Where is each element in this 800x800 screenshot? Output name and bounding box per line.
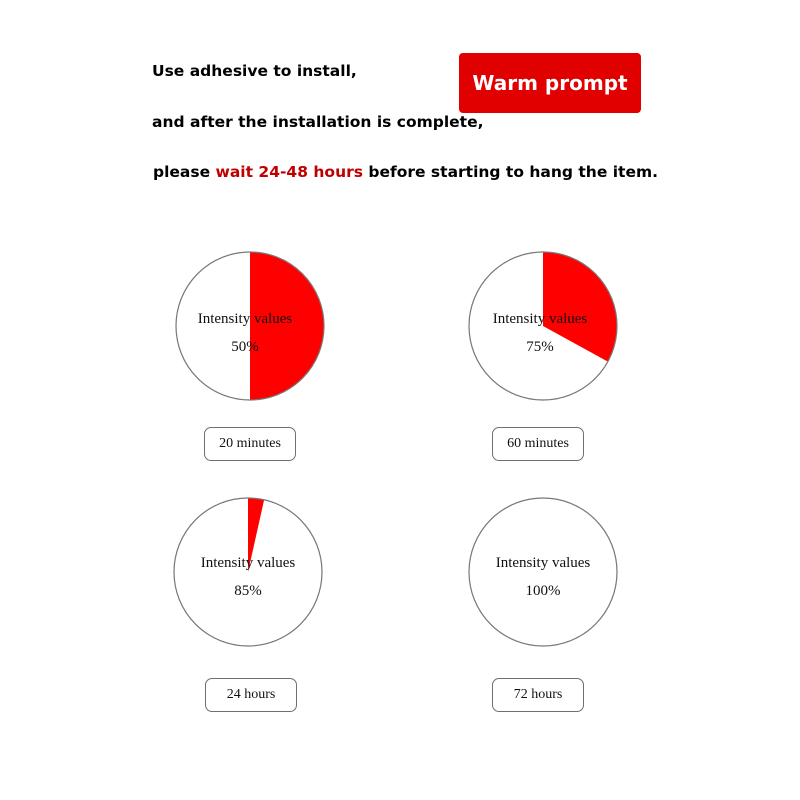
time-label-60-minutes: 60 minutes bbox=[492, 427, 584, 461]
intensity-value: 85% bbox=[234, 583, 262, 599]
intensity-label: Intensity values bbox=[200, 555, 296, 571]
intensity-chart-60-minutes bbox=[468, 251, 618, 401]
warm-prompt-badge: Warm prompt bbox=[459, 53, 641, 113]
intensity-chart-20-minutes bbox=[175, 251, 325, 401]
instruction-line-2: and after the installation is complete, bbox=[152, 113, 484, 131]
intensity-circle-outline bbox=[469, 498, 617, 646]
intensity-chart-svg bbox=[173, 497, 323, 647]
instruction-line-3 bbox=[153, 163, 658, 181]
intensity-value: 75% bbox=[526, 339, 554, 355]
instruction-line-3-start: please bbox=[153, 163, 216, 181]
instruction-line-1: Use adhesive to install, bbox=[152, 62, 357, 80]
wait-time-highlight: wait 24-48 hours bbox=[215, 163, 363, 181]
intensity-chart-24-hours bbox=[173, 497, 323, 647]
intensity-chart-svg bbox=[468, 251, 618, 401]
intensity-value: 50% bbox=[231, 339, 259, 355]
time-label-20-minutes: 20 minutes bbox=[204, 427, 296, 461]
intensity-value: 100% bbox=[525, 583, 561, 599]
intensity-red-slice bbox=[543, 252, 617, 362]
intensity-label: Intensity values bbox=[495, 555, 591, 571]
intensity-chart-72-hours bbox=[468, 497, 618, 647]
intensity-label: Intensity values bbox=[197, 311, 293, 327]
intensity-chart-svg bbox=[175, 251, 325, 401]
intensity-label: Intensity values bbox=[492, 311, 588, 327]
intensity-chart-svg bbox=[468, 497, 618, 647]
time-label-24-hours: 24 hours bbox=[205, 678, 297, 712]
time-label-72-hours: 72 hours bbox=[492, 678, 584, 712]
instruction-line-3-end: before starting to hang the item. bbox=[362, 163, 659, 181]
